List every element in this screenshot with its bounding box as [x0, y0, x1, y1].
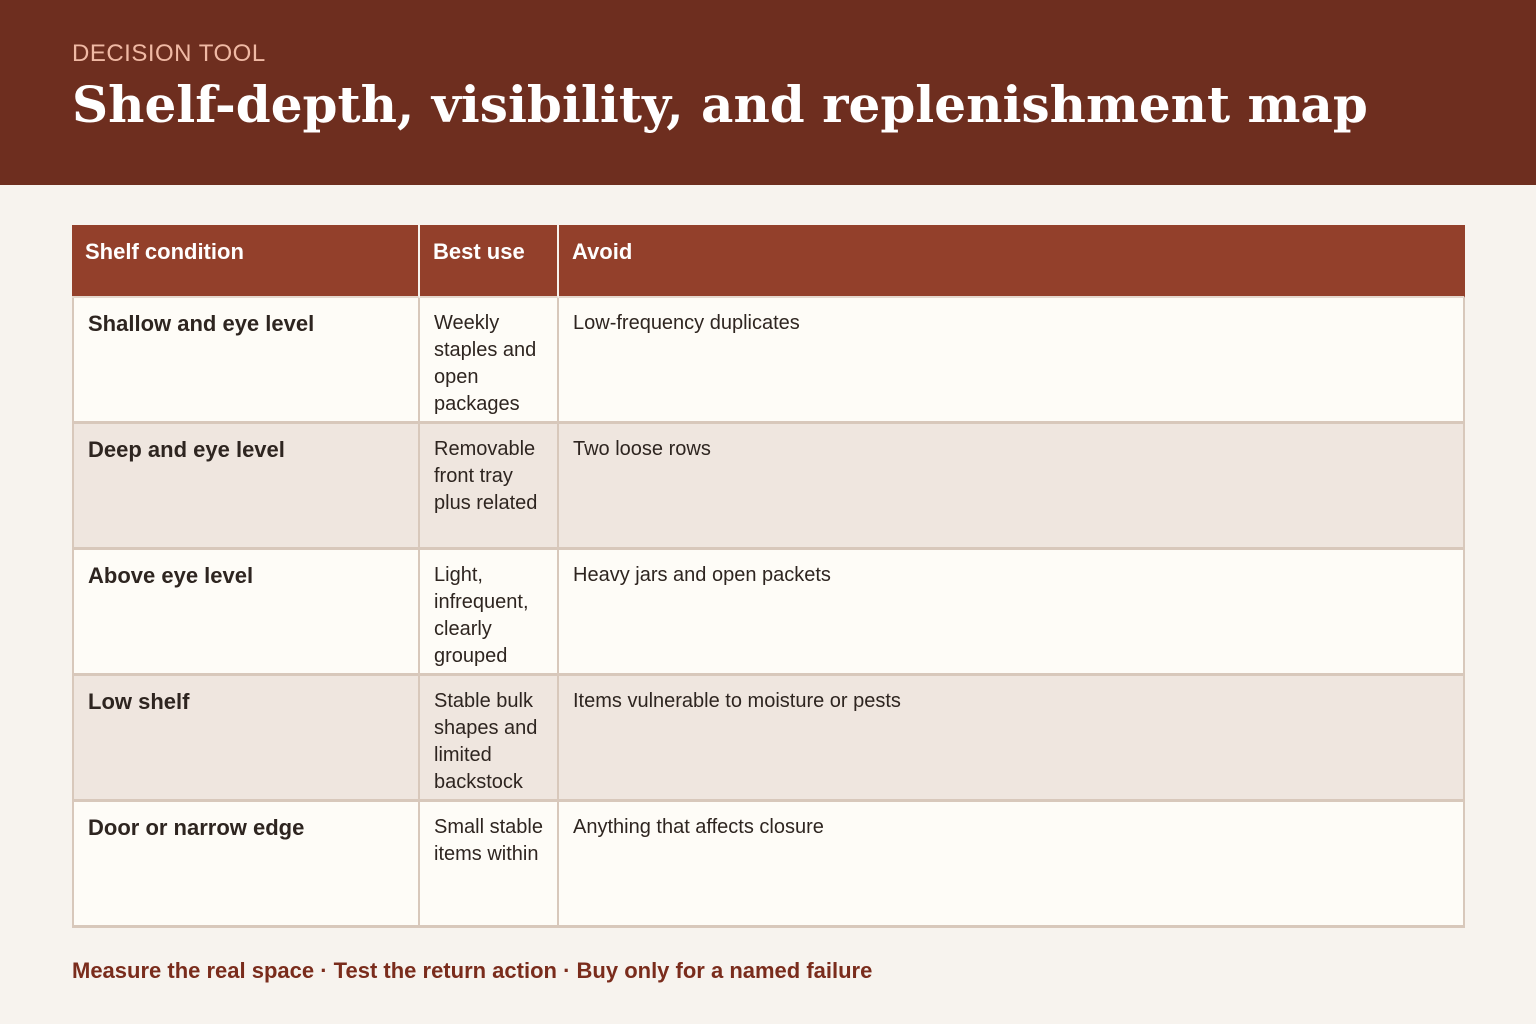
decision-table-container [72, 225, 1465, 928]
column-header-shelf-condition: Shelf condition [72, 225, 420, 298]
cell-shelf-condition: Above eye level [72, 550, 420, 676]
column-header-best-use: Best use [420, 225, 559, 298]
cell-shelf-condition: Low shelf [72, 676, 420, 802]
page-header [0, 0, 1536, 185]
cell-best-use: Stable bulk shapes and limited backstock [420, 676, 559, 802]
footer-principles: Measure the real space · Test the return action · Buy only for a named failure [72, 958, 873, 983]
cell-avoid: Two loose rows [559, 424, 1465, 550]
cell-shelf-condition: Deep and eye level [72, 424, 420, 550]
table-header-row [72, 225, 1465, 298]
cell-avoid: Low-frequency duplicates [559, 298, 1465, 424]
table-row [72, 424, 1465, 550]
table-row [72, 298, 1465, 424]
cell-shelf-condition: Shallow and eye level [72, 298, 420, 424]
cell-best-use: Weekly staples and open packages [420, 298, 559, 424]
table-row [72, 550, 1465, 676]
page-title: Shelf-depth, visibility, and replenishment map [72, 75, 1368, 134]
cell-best-use: Removable front tray plus related [420, 424, 559, 550]
cell-best-use: Light, infrequent, clearly grouped [420, 550, 559, 676]
cell-avoid: Items vulnerable to moisture or pests [559, 676, 1465, 802]
cell-avoid: Heavy jars and open packets [559, 550, 1465, 676]
decision-table [72, 225, 1465, 928]
table-row [72, 802, 1465, 928]
cell-avoid: Anything that affects closure [559, 802, 1465, 928]
column-header-avoid: Avoid [559, 225, 1465, 298]
cell-shelf-condition: Door or narrow edge [72, 802, 420, 928]
cell-best-use: Small stable items within [420, 802, 559, 928]
table-row [72, 676, 1465, 802]
eyebrow-label: DECISION TOOL [72, 40, 266, 67]
